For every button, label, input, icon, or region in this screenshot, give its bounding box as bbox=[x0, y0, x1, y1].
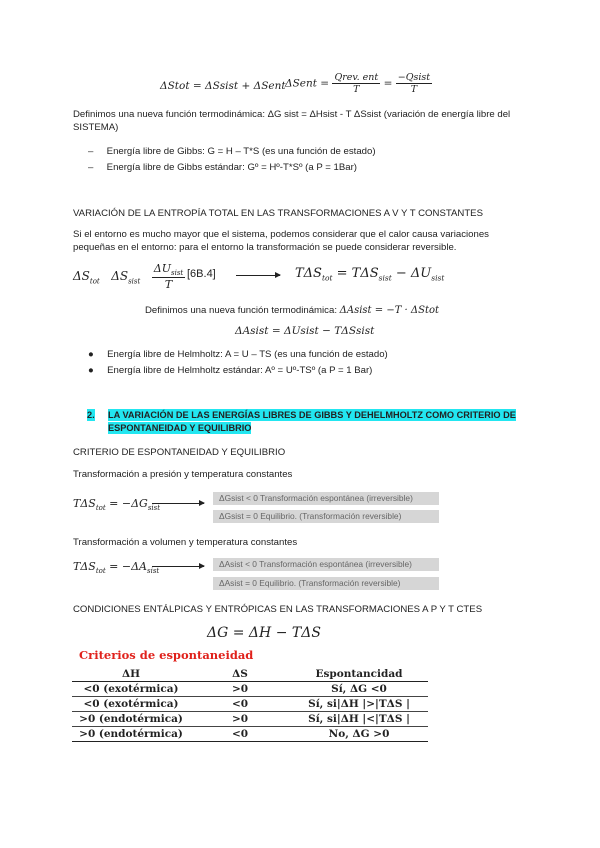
section-2-number: 2. bbox=[87, 410, 95, 420]
table-row bbox=[72, 682, 428, 697]
rhs-eq: = TΔS bbox=[332, 266, 379, 281]
pt-eq-b-sub: sist bbox=[147, 504, 161, 513]
frac-num-sub: sist bbox=[171, 269, 184, 278]
s-sist: ΔS bbox=[111, 269, 129, 284]
table-cell: <0 (exotérmica) bbox=[72, 697, 190, 712]
table-cell: <0 bbox=[190, 727, 290, 742]
section-2-title-line-2: ESPONTANEIDAD Y EQUILIBRIO bbox=[108, 423, 252, 433]
table-cell: >0 bbox=[190, 682, 290, 697]
vt-equilibrium-box: ΔAsist = 0 Equilibrio. (Transformación reversible) bbox=[213, 577, 439, 590]
arrow-right-icon bbox=[236, 275, 280, 276]
helmholtz-intro bbox=[145, 305, 439, 317]
gibbs-bullet-1: – Energía libre de Gibbs: G = H – T*S (es una función de estado) bbox=[88, 146, 376, 157]
conditions-heading: CONDICIONES ENTÁLPICAS Y ENTRÓPICAS EN LAS TRANSFORMACIONES A P Y T CTES bbox=[73, 604, 483, 615]
criteria-title: Criterios de espontaneidad bbox=[79, 648, 254, 662]
gibbs-bullet-2: – Energía libre de Gibbs estándar: Gº = Hº-T*Sº (a P = 1Bar) bbox=[88, 162, 357, 173]
table-cell: >0 bbox=[190, 712, 290, 727]
vt-spontaneous-box: ΔAsist < 0 Transformación espontánea (irreversible) bbox=[213, 558, 439, 571]
vt-eq-b: = −ΔA bbox=[105, 560, 147, 573]
arrow-right-icon bbox=[152, 566, 204, 567]
helmholtz-definition: ΔAsist = ΔUsist − TΔSsist bbox=[235, 325, 375, 337]
table-row bbox=[72, 712, 428, 727]
frac-den: T bbox=[164, 278, 173, 292]
table-row bbox=[72, 727, 428, 742]
gibbs-bullet-2-text: Energía libre de Gibbs estándar: Gº = Hº-T*Sº (a P = 1Bar) bbox=[106, 162, 357, 173]
rhs-c-sub: sist bbox=[431, 273, 445, 283]
entropy-total-equation: ΔStot = ΔSsist + ΔSent bbox=[160, 80, 286, 92]
s-tot: ΔS bbox=[73, 269, 90, 284]
vt-equation bbox=[73, 560, 159, 575]
pt-equation bbox=[73, 497, 160, 512]
table-header-row bbox=[72, 667, 428, 682]
helmholtz-bullet-2-text: Energía libre de Helmholtz estándar: Aº = Uº-TSº (a P = 1 Bar) bbox=[107, 365, 373, 376]
rhs-a-sub: tot bbox=[321, 273, 333, 283]
section-entropy-heading: VARIACIÓN DE LA ENTROPÍA TOTAL EN LAS TRANSFORMACIONES A V Y T CONSTANTES bbox=[73, 208, 483, 219]
table-cell: >0 (endotérmica) bbox=[72, 712, 190, 727]
helmholtz-intro-math: ΔAsist = −T · ΔStot bbox=[339, 305, 440, 316]
sent-numerator-2: −Qsist bbox=[397, 72, 431, 83]
vt-heading: Transformación a volumen y temperatura constantes bbox=[73, 537, 298, 548]
helmholtz-intro-text: Definimos una nueva función termodinámica: bbox=[145, 305, 337, 316]
gibbs-bullet-1-text: Energía libre de Gibbs: G = H – T*S (es una función de estado) bbox=[106, 146, 376, 157]
rhs-b-sub: sist bbox=[378, 273, 392, 283]
gibbs-intro-paragraph: Definimos una nueva función termodinámica: ΔG sist = ΔHsist - T ΔSsist (variación de energía libre del SISTEMA) bbox=[73, 109, 511, 133]
s-sist-sub: sist bbox=[128, 277, 141, 286]
entropy-heat-equation bbox=[295, 266, 444, 283]
table-cell: >0 (endotérmica) bbox=[72, 727, 190, 742]
rhs-a: TΔS bbox=[295, 266, 322, 281]
vt-eq-a: TΔS bbox=[73, 560, 96, 573]
sent-denominator-1: T bbox=[353, 84, 360, 95]
sent-numerator-1: Qrev. ent bbox=[334, 72, 379, 83]
pt-eq-a-sub: tot bbox=[95, 504, 106, 513]
section-2-title-line-1: LA VARIACIÓN DE LAS ENERGÍAS LIBRES DE GIBBS Y DEHELMHOLTZ COMO CRITERIO DE bbox=[108, 410, 516, 420]
table-row bbox=[72, 697, 428, 712]
entropy-paragraph: Si el entorno es mucho mayor que el sistema, podemos considerar que el calor causa variaciones pequeñas en el entorno: para el entorno la transformación se puede considerar reversible. bbox=[73, 229, 489, 253]
helmholtz-bullet-2: ● Energía libre de Helmholtz estándar: Aº = Uº-TSº (a P = 1 Bar) bbox=[88, 365, 373, 376]
table-cell: Sí, si|ΔH |>|TΔS | bbox=[290, 697, 428, 712]
table-cell: No, ΔG >0 bbox=[290, 727, 428, 742]
table-cell: <0 bbox=[190, 697, 290, 712]
arrow-right-icon bbox=[152, 503, 204, 504]
entropy-sum-equation bbox=[73, 262, 185, 291]
pt-equilibrium-box: ΔGsist = 0 Equilibrio. (Transformación reversible) bbox=[213, 510, 439, 523]
equation-reference: [6B.4] bbox=[187, 268, 216, 280]
gibbs-change-equation: ΔG = ΔH − TΔS bbox=[207, 625, 321, 641]
vt-eq-b-sub: sist bbox=[147, 567, 160, 576]
criterio-heading: CRITERIO DE ESPONTANEIDAD Y EQUILIBRIO bbox=[73, 447, 286, 458]
criteria-table bbox=[72, 667, 428, 742]
sent-equals: = bbox=[383, 77, 393, 90]
table-cell: <0 (exotérmica) bbox=[72, 682, 190, 697]
pt-eq-a: TΔS bbox=[73, 497, 96, 510]
table-header-ds: ΔS bbox=[190, 667, 290, 682]
table-cell: Sí, ΔG <0 bbox=[290, 682, 428, 697]
table-header-spont: Espontancidad bbox=[290, 667, 428, 682]
helmholtz-bullet-1: ● Energía libre de Helmholtz: A = U – TS (es una función de estado) bbox=[88, 349, 388, 360]
pt-spontaneous-box: ΔGsist < 0 Transformación espontánea (irreversible) bbox=[213, 492, 439, 505]
rhs-c: − ΔU bbox=[391, 266, 432, 281]
s-tot-sub: tot bbox=[89, 277, 100, 286]
entropy-surroundings-equation bbox=[285, 72, 432, 95]
pt-heading: Transformación a presión y temperatura constantes bbox=[73, 469, 293, 480]
pt-eq-b: = −ΔG bbox=[105, 497, 148, 510]
vt-eq-a-sub: tot bbox=[95, 567, 106, 576]
table-cell: Sí, si|ΔH |<|TΔS | bbox=[290, 712, 428, 727]
frac-num: ΔU bbox=[153, 262, 171, 275]
helmholtz-bullet-1-text: Energía libre de Helmholtz: A = U – TS (es una función de estado) bbox=[107, 349, 388, 360]
table-header-dh: ΔH bbox=[72, 667, 190, 682]
sent-denominator-2: T bbox=[410, 84, 418, 95]
sent-lhs: ΔSent = bbox=[285, 77, 330, 90]
